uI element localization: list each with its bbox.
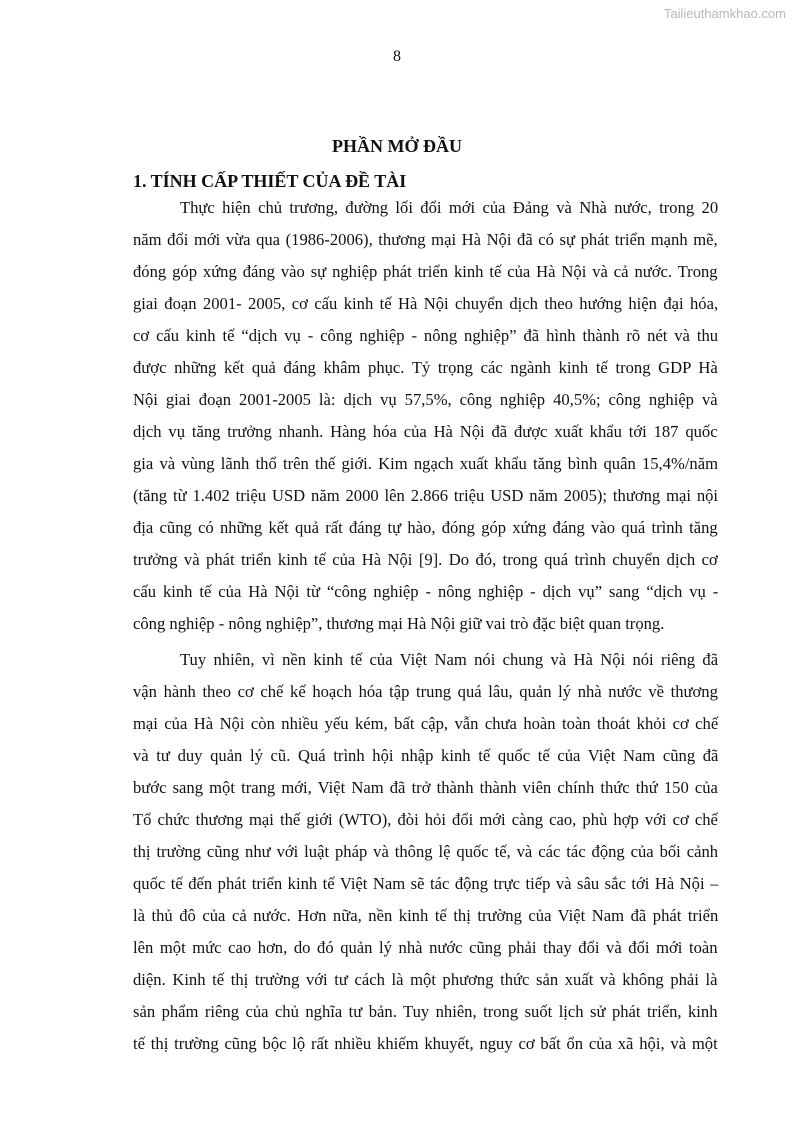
text-line: đóng góp xứng đáng vào sự nghiệp phát triển kinh tế của Hà Nội và cả nước. Trong <box>133 262 718 281</box>
text-line: bước sang một trang mới, Việt Nam đã trở thành thành viên chính thức thứ 150 của <box>133 778 718 797</box>
text-line: quốc tế đến phát triển kinh tế Việt Nam sẽ tác động trực tiếp và sâu sắc tới Hà Nội – <box>133 874 719 893</box>
text-line: công nghiệp - nông nghiệp”, thương mại Hà Nội giữ vai trò đặc biệt quan trọng. <box>133 614 665 633</box>
text-line: năm đổi mới vừa qua (1986-2006), thương mại Hà Nội đã có sự phát triển mạnh mẽ, <box>133 230 718 249</box>
text-line: giai đoạn 2001- 2005, cơ cấu kinh tế Hà Nội chuyển dịch theo hướng hiện đại hóa, <box>133 294 719 313</box>
text-line: lên một mức cao hơn, do đó quản lý nhà nước cũng phải thay đổi và đổi mới toàn <box>133 938 718 957</box>
text-line: trưởng và phát triển kinh tế của Hà Nội [9]. Do đó, trong quá trình chuyển dịch cơ <box>133 550 718 569</box>
text-line: cấu kinh tế của Hà Nội từ “công nghiệp - nông nghiệp - dịch vụ” sang “dịch vụ - <box>133 582 719 601</box>
text-line: thị trường cũng như với luật pháp và thông lệ quốc tế, và các tác động của bối cảnh <box>133 842 719 861</box>
text-line: sản phẩm riêng của chủ nghĩa tư bản. Tuy nhiên, trong suốt lịch sử phát triển, kinh <box>133 1002 718 1021</box>
text-line: Tuy nhiên, vì nền kinh tế của Việt Nam nói chung và Hà Nội nói riêng đã <box>180 650 719 669</box>
watermark: Tailieuthamkhao.com <box>663 6 786 21</box>
text-line: được những kết quả đáng khâm phục. Tỷ trọng các ngành kinh tế trong GDP Hà <box>133 358 718 377</box>
section-title: PHẦN MỞ ĐẦU <box>332 136 462 156</box>
section-heading: 1. TÍNH CẤP THIẾT CỦA ĐỀ TÀI <box>133 171 407 191</box>
page-number: 8 <box>393 48 401 65</box>
text-line: diện. Kinh tế thị trường với tư cách là một phương thức sản xuất và không phải là <box>133 970 718 989</box>
text-line: cơ cấu kinh tế “dịch vụ - công nghiệp - nông nghiệp” đã hình thành rõ nét và thu <box>133 326 719 345</box>
text-line: dịch vụ tăng trưởng nhanh. Hàng hóa của Hà Nội đã được xuất khẩu tới 187 quốc <box>133 422 718 441</box>
text-line: mại của Hà Nội còn nhiều yếu kém, bất cập, vẫn chưa hoàn toàn thoát khỏi cơ chế <box>133 714 719 733</box>
text-line: là thủ đô của cả nước. Hơn nữa, nền kinh tế thị trường của Việt Nam đã phát triển <box>133 906 719 925</box>
text-line: và tư duy quản lý cũ. Quá trình hội nhập kinh tế quốc tế của Việt Nam cũng đã <box>133 746 719 765</box>
text-line: Tổ chức thương mại thế giới (WTO), đòi hỏi đổi mới càng cao, phù hợp với cơ chế <box>133 810 718 829</box>
text-line: Nội giai đoạn 2001-2005 là: dịch vụ 57,5%, công nghiệp 40,5%; công nghiệp và <box>133 390 718 409</box>
text-line: (tăng từ 1.402 triệu USD năm 2000 lên 2.866 triệu USD năm 2005); thương mại nội <box>133 486 719 505</box>
text-line: vận hành theo cơ chế kế hoạch hóa tập trung quá lâu, quản lý nhà nước về thương <box>133 682 718 701</box>
text-line: gia và vùng lãnh thổ trên thế giới. Kim ngạch xuất khẩu tăng bình quân 15,4%/năm <box>133 454 718 473</box>
text-line: tế thị trường cũng bộc lộ rất nhiều khiếm khuyết, nguy cơ bất ổn của xã hội, và một <box>133 1034 718 1053</box>
text-line: địa cũng có những kết quả rất đáng tự hào, đóng góp xứng đáng vào quá trình tăng <box>133 518 718 537</box>
text-line: Thực hiện chủ trương, đường lối đổi mới của Đảng và Nhà nước, trong 20 <box>180 198 719 217</box>
